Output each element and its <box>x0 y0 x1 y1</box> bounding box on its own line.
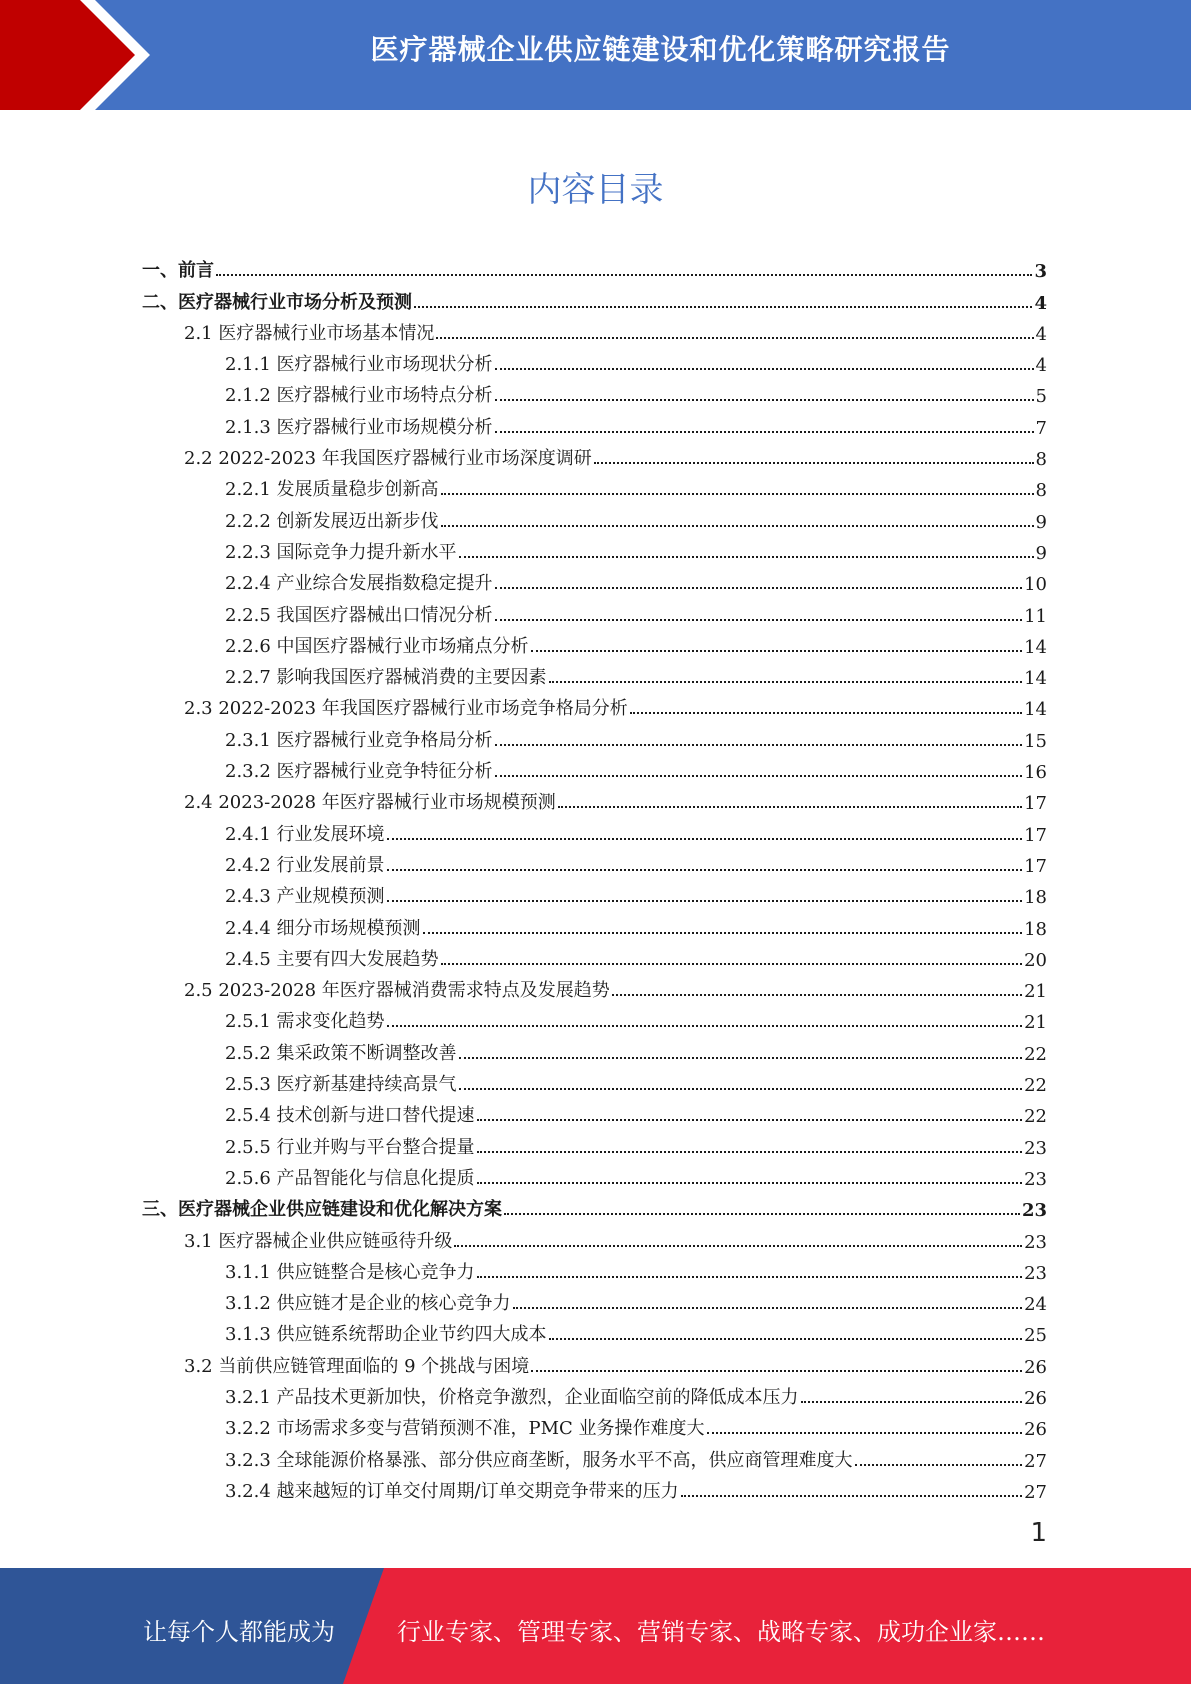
toc-dot-leader <box>558 806 1022 808</box>
toc-entry-page: 26 <box>1024 1387 1047 1409</box>
toc-entry[interactable] <box>0 1380 1191 1411</box>
toc-entry-text: 2.2 2022-2023 年我国医疗器械行业市场深度调研 <box>184 448 592 470</box>
toc-entry-page: 7 <box>1035 417 1047 439</box>
toc-entry[interactable] <box>0 1442 1191 1473</box>
toc-entry-text: 三、医疗器械企业供应链建设和优化解决方案 <box>142 1199 502 1221</box>
toc-entry[interactable] <box>0 316 1191 347</box>
toc-entry[interactable] <box>0 754 1191 785</box>
toc-dot-leader <box>436 337 1033 339</box>
toc-entry-text: 2.4.2 行业发展前景 <box>225 854 385 876</box>
toc-entry-page: 22 <box>1024 1106 1047 1128</box>
toc-entry[interactable] <box>0 566 1191 597</box>
toc-dot-leader <box>477 1276 1023 1278</box>
toc-dot-leader <box>504 1213 1020 1215</box>
toc-entry-text: 3.1.3 供应链系统帮助企业节约四大成本 <box>225 1324 547 1346</box>
toc-dot-leader <box>454 1245 1022 1247</box>
toc-entry-text: 2.5.5 行业并购与平台整合提量 <box>225 1136 475 1158</box>
toc-entry-text: 2.2.7 影响我国医疗器械消费的主要因素 <box>225 667 547 689</box>
toc-entry-page: 27 <box>1024 1481 1047 1503</box>
toc-title: 内容目录 <box>527 170 664 210</box>
toc-entry-page: 11 <box>1024 605 1047 627</box>
toc-dot-leader <box>681 1495 1023 1497</box>
toc-entry-page: 9 <box>1035 511 1047 533</box>
toc-dot-leader <box>594 462 1034 464</box>
toc-entry[interactable] <box>0 785 1191 816</box>
toc-entry[interactable] <box>0 1411 1191 1442</box>
toc-dot-leader <box>441 963 1023 965</box>
toc-entry[interactable] <box>0 1035 1191 1066</box>
toc-entry[interactable] <box>0 816 1191 847</box>
toc-entry[interactable] <box>0 409 1191 440</box>
toc-entry[interactable] <box>0 722 1191 753</box>
toc-dot-leader <box>630 712 1022 714</box>
toc-entry-page: 17 <box>1024 855 1047 877</box>
toc-entry-page: 8 <box>1035 449 1047 471</box>
toc-entry-page: 23 <box>1024 1231 1047 1253</box>
toc-entry-text: 3.2 当前供应链管理面临的 9 个挑战与困境 <box>184 1355 530 1377</box>
toc-entry-page: 10 <box>1024 574 1047 596</box>
toc-dot-leader <box>477 1151 1023 1153</box>
toc-entry-page: 15 <box>1024 730 1047 752</box>
footer-slogan-left: 让每个人都能成为 <box>143 1618 335 1646</box>
toc-dot-leader <box>495 431 1034 433</box>
toc-entry[interactable] <box>0 1255 1191 1286</box>
toc-dot-leader <box>531 1370 1022 1372</box>
toc-entry-page: 26 <box>1024 1356 1047 1378</box>
toc-dot-leader <box>477 1119 1023 1121</box>
toc-entry-page: 21 <box>1024 981 1047 1003</box>
toc-entry[interactable] <box>0 973 1191 1004</box>
toc-entry-text: 2.4.4 细分市场规模预测 <box>225 917 421 939</box>
toc-dot-leader <box>513 1307 1023 1309</box>
toc-dot-leader <box>423 932 1023 934</box>
toc-entry-text: 3.1.1 供应链整合是核心竞争力 <box>225 1261 475 1283</box>
toc-entry[interactable] <box>0 691 1191 722</box>
toc-dot-leader <box>459 556 1034 558</box>
toc-entry-text: 2.5.1 需求变化趋势 <box>225 1011 385 1033</box>
toc-entry-text: 2.4.3 产业规模预测 <box>225 886 385 908</box>
toc-entry-page: 17 <box>1024 824 1047 846</box>
toc-entry-page: 26 <box>1024 1419 1047 1441</box>
toc-entry-page: 23 <box>1024 1137 1047 1159</box>
toc-entry[interactable] <box>0 1192 1191 1223</box>
toc-entry-page: 24 <box>1024 1294 1047 1316</box>
page-header <box>0 0 1191 110</box>
toc-entry-page: 18 <box>1024 887 1047 909</box>
toc-entry-text: 3.2.4 越来越短的订单交付周期/订单交期竞争带来的压力 <box>225 1480 679 1502</box>
toc-entry[interactable] <box>0 597 1191 628</box>
toc-entry-page: 4 <box>1035 323 1047 345</box>
toc-entry-page: 4 <box>1034 292 1047 314</box>
toc-entry-text: 2.5.6 产品智能化与信息化提质 <box>225 1167 475 1189</box>
toc-entry[interactable] <box>0 378 1191 409</box>
toc-entry[interactable] <box>0 1098 1191 1129</box>
toc-entry[interactable] <box>0 1317 1191 1348</box>
toc-dot-leader <box>855 1464 1023 1466</box>
toc-dot-leader <box>441 525 1034 527</box>
toc-entry-text: 3.2.3 全球能源价格暴涨、部分供应商垄断，服务水平不高，供应商管理难度大 <box>225 1449 853 1471</box>
toc-entry[interactable] <box>0 1161 1191 1192</box>
toc-dot-leader <box>531 650 1023 652</box>
toc-dot-leader <box>216 274 1032 276</box>
toc-entry-page: 18 <box>1024 918 1047 940</box>
toc-dot-leader <box>495 399 1034 401</box>
toc-dot-leader <box>549 681 1023 683</box>
toc-dot-leader <box>414 306 1032 308</box>
toc-entry-text: 2.1.3 医疗器械行业市场规模分析 <box>225 416 493 438</box>
toc-entry-text: 2.4 2023-2028 年医疗器械行业市场规模预测 <box>184 792 556 814</box>
toc-entry-text: 2.2.3 国际竞争力提升新水平 <box>225 541 457 563</box>
toc-dot-leader <box>549 1338 1023 1340</box>
toc-entry-page: 3 <box>1034 261 1047 283</box>
toc-entry[interactable] <box>0 472 1191 503</box>
toc-entry[interactable] <box>0 660 1191 691</box>
toc-dot-leader <box>495 368 1034 370</box>
toc-entry-page: 23 <box>1021 1200 1047 1222</box>
toc-entry-text: 2.2.1 发展质量稳步创新高 <box>225 479 439 501</box>
toc-entry[interactable] <box>0 347 1191 378</box>
toc-entry[interactable] <box>0 942 1191 973</box>
toc-entry-text: 2.1 医疗器械行业市场基本情况 <box>184 322 435 344</box>
toc-entry-text: 2.5 2023-2028 年医疗器械消费需求特点及发展趋势 <box>184 980 610 1002</box>
toc-entry-text: 3.2.1 产品技术更新加快，价格竞争激烈，企业面临空前的降低成本压力 <box>225 1386 799 1408</box>
toc-entry-text: 2.5.2 集采政策不断调整改善 <box>225 1042 457 1064</box>
toc-dot-leader <box>387 900 1023 902</box>
toc-entry-page: 14 <box>1024 636 1047 658</box>
toc-entry-text: 2.2.4 产业综合发展指数稳定提升 <box>225 573 493 595</box>
toc-entry-page: 20 <box>1024 949 1047 971</box>
toc-entry[interactable] <box>0 1348 1191 1379</box>
toc-entry[interactable] <box>0 1223 1191 1254</box>
page-footer <box>0 1568 1191 1684</box>
toc-entry-text: 3.2.2 市场需求多变与营销预测不准，PMC 业务操作难度大 <box>225 1418 705 1440</box>
toc-dot-leader <box>387 838 1023 840</box>
toc-entry-text: 2.1.1 医疗器械行业市场现状分析 <box>225 354 493 376</box>
toc-dot-leader <box>387 1025 1023 1027</box>
toc-dot-leader <box>441 493 1034 495</box>
table-of-contents <box>0 253 1191 1505</box>
toc-dot-leader <box>495 619 1023 621</box>
toc-entry-text: 2.1.2 医疗器械行业市场特点分析 <box>225 385 493 407</box>
footer-slogan-right: 行业专家、管理专家、营销专家、战略专家、成功企业家…… <box>397 1618 1045 1646</box>
toc-entry-text: 2.5.4 技术创新与进口替代提速 <box>225 1105 475 1127</box>
toc-entry[interactable] <box>0 284 1191 315</box>
toc-entry-text: 2.2.6 中国医疗器械行业市场痛点分析 <box>225 635 529 657</box>
toc-entry-page: 25 <box>1024 1325 1047 1347</box>
toc-entry-page: 8 <box>1035 480 1047 502</box>
toc-dot-leader <box>495 744 1023 746</box>
toc-entry-page: 17 <box>1024 793 1047 815</box>
toc-entry-text: 二、医疗器械行业市场分析及预测 <box>142 291 412 313</box>
toc-entry-page: 9 <box>1035 542 1047 564</box>
toc-entry-text: 2.4.5 主要有四大发展趋势 <box>225 948 439 970</box>
toc-dot-leader <box>707 1432 1023 1434</box>
toc-dot-leader <box>612 994 1022 996</box>
toc-dot-leader <box>495 587 1023 589</box>
report-title: 医疗器械企业供应链建设和优化策略研究报告 <box>370 33 951 66</box>
toc-entry-text: 2.3.1 医疗器械行业竞争格局分析 <box>225 729 493 751</box>
toc-entry[interactable] <box>0 1474 1191 1505</box>
toc-entry-page: 23 <box>1024 1168 1047 1190</box>
toc-entry-page: 27 <box>1024 1450 1047 1472</box>
toc-dot-leader <box>459 1057 1023 1059</box>
toc-entry[interactable] <box>0 535 1191 566</box>
toc-entry[interactable] <box>0 441 1191 472</box>
toc-entry[interactable] <box>0 253 1191 284</box>
toc-entry-page: 21 <box>1024 1012 1047 1034</box>
toc-entry[interactable] <box>0 848 1191 879</box>
toc-entry[interactable] <box>0 910 1191 941</box>
toc-dot-leader <box>459 1088 1023 1090</box>
toc-entry[interactable] <box>0 503 1191 534</box>
toc-entry-text: 2.2.5 我国医疗器械出口情况分析 <box>225 604 493 626</box>
toc-entry-text: 一、前言 <box>142 260 214 282</box>
toc-entry-page: 22 <box>1024 1043 1047 1065</box>
toc-entry[interactable] <box>0 1129 1191 1160</box>
toc-entry-text: 3.1 医疗器械企业供应链亟待升级 <box>184 1230 453 1252</box>
toc-dot-leader <box>477 1182 1023 1184</box>
toc-entry-page: 22 <box>1024 1075 1047 1097</box>
toc-entry-text: 2.3 2022-2023 年我国医疗器械行业市场竞争格局分析 <box>184 698 628 720</box>
toc-entry-text: 2.4.1 行业发展环境 <box>225 823 385 845</box>
toc-entry-page: 4 <box>1035 355 1047 377</box>
toc-entry-page: 14 <box>1024 668 1047 690</box>
toc-entry-text: 3.1.2 供应链才是企业的核心竞争力 <box>225 1293 511 1315</box>
toc-dot-leader <box>495 775 1023 777</box>
toc-entry-text: 2.3.2 医疗器械行业竞争特征分析 <box>225 761 493 783</box>
toc-entry[interactable] <box>0 629 1191 660</box>
toc-entry-page: 14 <box>1024 699 1047 721</box>
toc-dot-leader <box>387 869 1023 871</box>
toc-entry-text: 2.2.2 创新发展迈出新步伐 <box>225 510 439 532</box>
page-number: 1 <box>1030 1518 1047 1548</box>
toc-entry[interactable] <box>0 1286 1191 1317</box>
toc-entry-text: 2.5.3 医疗新基建持续高景气 <box>225 1074 457 1096</box>
toc-dot-leader <box>801 1401 1023 1403</box>
toc-entry[interactable] <box>0 1004 1191 1035</box>
toc-entry-page: 5 <box>1035 386 1047 408</box>
toc-entry-page: 23 <box>1024 1262 1047 1284</box>
toc-entry[interactable] <box>0 879 1191 910</box>
toc-entry[interactable] <box>0 1067 1191 1098</box>
toc-entry-page: 16 <box>1024 762 1047 784</box>
